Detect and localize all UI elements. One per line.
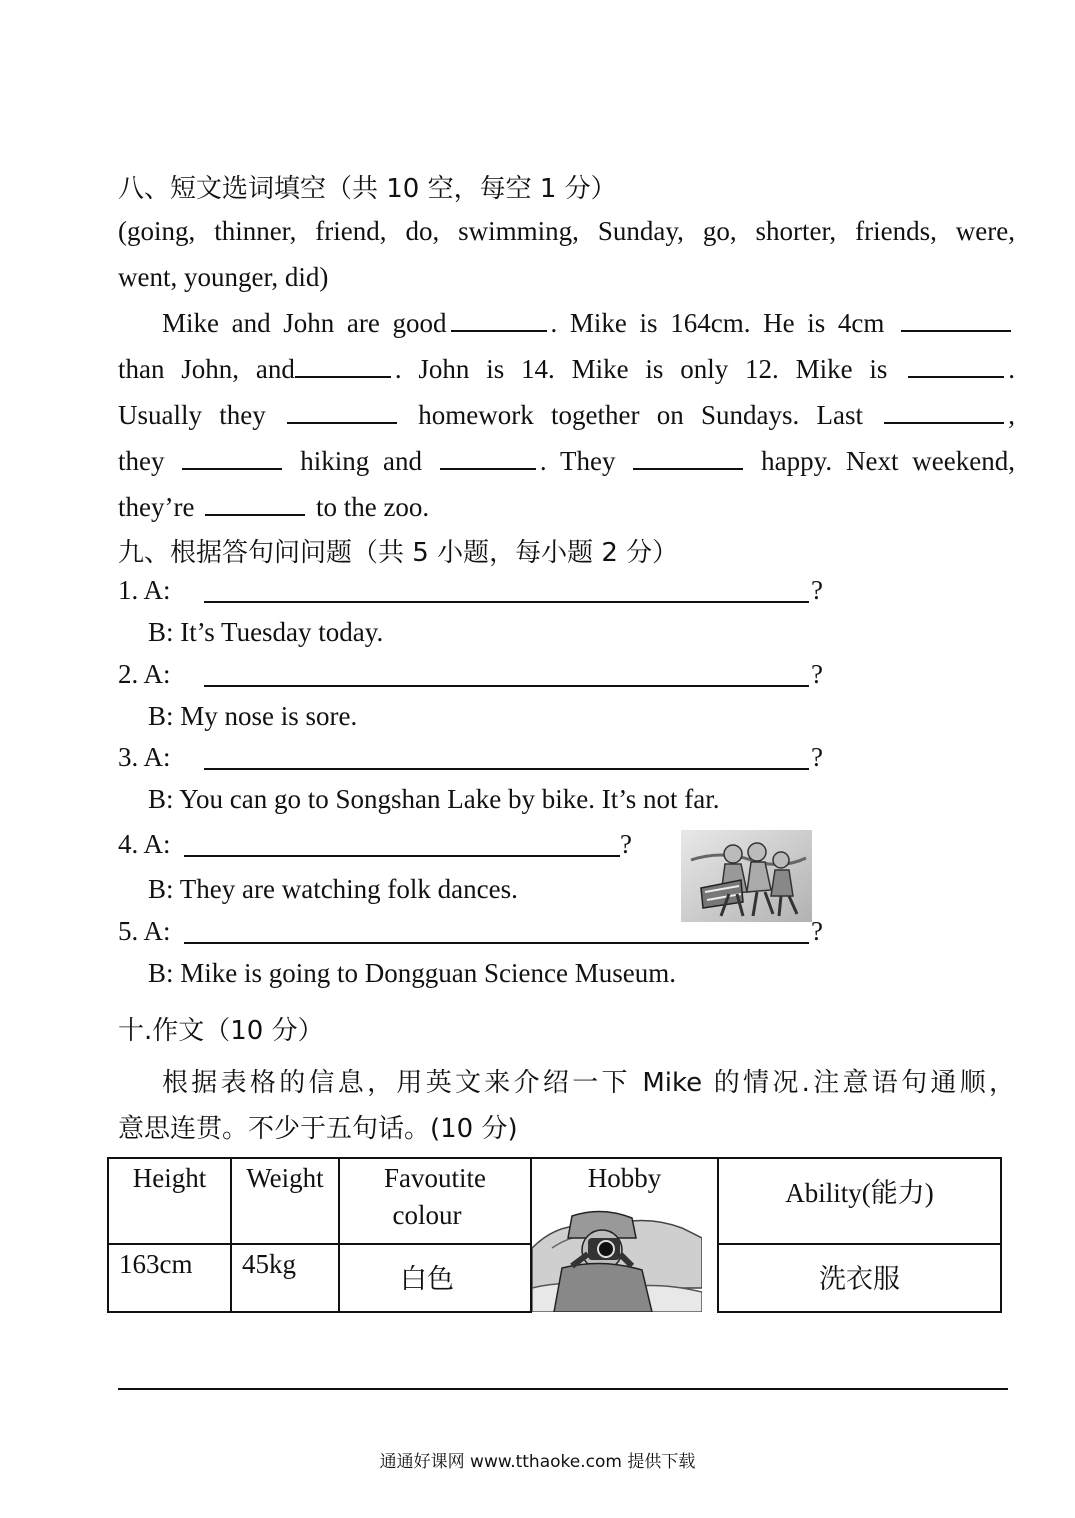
word-bank-line2: went, younger, did) bbox=[118, 262, 329, 292]
passage-text: . Mike is 164cm. He is 4cm bbox=[550, 308, 885, 338]
answer-line-2[interactable] bbox=[204, 685, 809, 687]
passage-text: than John, and bbox=[118, 354, 295, 384]
footer-divider bbox=[118, 1388, 1008, 1390]
value-ability: 洗衣服 bbox=[718, 1244, 1001, 1312]
header-weight: Weight bbox=[231, 1158, 339, 1244]
question-3-a: 3. A: bbox=[118, 742, 171, 772]
footer-text: 通通好课网 www.tthaoke.com 提供下载 bbox=[379, 1452, 696, 1472]
answer-line-1[interactable] bbox=[204, 601, 809, 603]
passage-text: happy. Next weekend, bbox=[761, 446, 1016, 476]
blank-6[interactable] bbox=[884, 400, 1004, 424]
instruction-line2: 意思连贯。不少于五句话。(10 分) bbox=[118, 1114, 518, 1144]
photography-hobby-picture bbox=[532, 1208, 702, 1312]
word-bank-line1: (going, thinner, friend, do, swimming, Sunday, go, shorter, friends, were, bbox=[118, 216, 1015, 246]
blank-7[interactable] bbox=[182, 446, 282, 470]
header-hobby: Hobby bbox=[531, 1158, 718, 1312]
question-mark: ? bbox=[811, 575, 823, 605]
question-1-b: B: It’s Tuesday today. bbox=[148, 617, 384, 647]
blank-4[interactable] bbox=[908, 354, 1004, 378]
section10-title: 十.作文（10 分） bbox=[118, 1016, 324, 1046]
instruction-line1: 根据表格的信息，用英文来介绍一下 Mike 的情况.注意语句通顺， bbox=[162, 1068, 1015, 1098]
question-2-a: 2. A: bbox=[118, 659, 171, 689]
blank-1[interactable] bbox=[451, 308, 547, 332]
passage-text: hiking and bbox=[300, 446, 423, 476]
passage-text: , bbox=[1008, 400, 1016, 430]
passage-text: . John is 14. Mike is only 12. Mike is bbox=[394, 354, 888, 384]
passage-text: . bbox=[1008, 354, 1015, 384]
question-mark: ? bbox=[620, 829, 632, 859]
value-weight: 45kg bbox=[231, 1244, 339, 1312]
question-mark: ? bbox=[811, 742, 823, 772]
value-height: 163cm bbox=[108, 1244, 231, 1312]
mike-info-table bbox=[107, 1157, 1002, 1313]
section8-title: 八、短文选词填空（共 10 空，每空 1 分） bbox=[118, 174, 617, 204]
question-1-a: 1. A: bbox=[118, 575, 171, 605]
question-mark: ? bbox=[811, 916, 823, 946]
question-4-a: 4. A: bbox=[118, 829, 171, 859]
question-2-b: B: My nose is sore. bbox=[148, 701, 358, 731]
passage-text: Mike and John are good bbox=[162, 308, 447, 338]
passage-text: . They bbox=[539, 446, 616, 476]
passage-text: homework together on Sundays. Last bbox=[418, 400, 863, 430]
question-4-b: B: They are watching folk dances. bbox=[148, 874, 518, 904]
question-3-b: B: You can go to Songshan Lake by bike. It’s not far. bbox=[148, 784, 720, 814]
passage-text: they’re bbox=[118, 492, 195, 522]
composition-instruction bbox=[118, 1060, 1015, 1152]
blank-9[interactable] bbox=[633, 446, 743, 470]
header-ability: Ability(能力) bbox=[718, 1158, 1001, 1244]
word-bank bbox=[118, 208, 1015, 300]
answer-line-5[interactable] bbox=[184, 942, 809, 944]
answer-line-4[interactable] bbox=[184, 855, 620, 857]
blank-10[interactable] bbox=[205, 492, 305, 516]
question-5-a: 5. A: bbox=[118, 916, 171, 946]
value-favourite-colour: 白色 bbox=[339, 1244, 531, 1312]
section9-title: 九、根据答句问问题（共 5 小题，每小题 2 分） bbox=[118, 538, 679, 568]
question-5-b: B: Mike is going to Dongguan Science Museum. bbox=[148, 958, 676, 988]
passage-text: they bbox=[118, 446, 165, 476]
blank-2[interactable] bbox=[901, 308, 1011, 332]
passage-text: to the zoo. bbox=[315, 492, 430, 522]
cloze-passage bbox=[118, 300, 1015, 530]
blank-3[interactable] bbox=[295, 354, 391, 378]
answer-line-3[interactable] bbox=[204, 768, 809, 770]
blank-8[interactable] bbox=[440, 446, 536, 470]
folk-dance-picture bbox=[681, 830, 812, 922]
passage-text: Usually they bbox=[118, 400, 266, 430]
header-favourite-colour: Favoutite colour bbox=[339, 1158, 531, 1244]
question-mark: ? bbox=[811, 659, 823, 689]
header-height: Height bbox=[108, 1158, 231, 1244]
blank-5[interactable] bbox=[287, 400, 397, 424]
